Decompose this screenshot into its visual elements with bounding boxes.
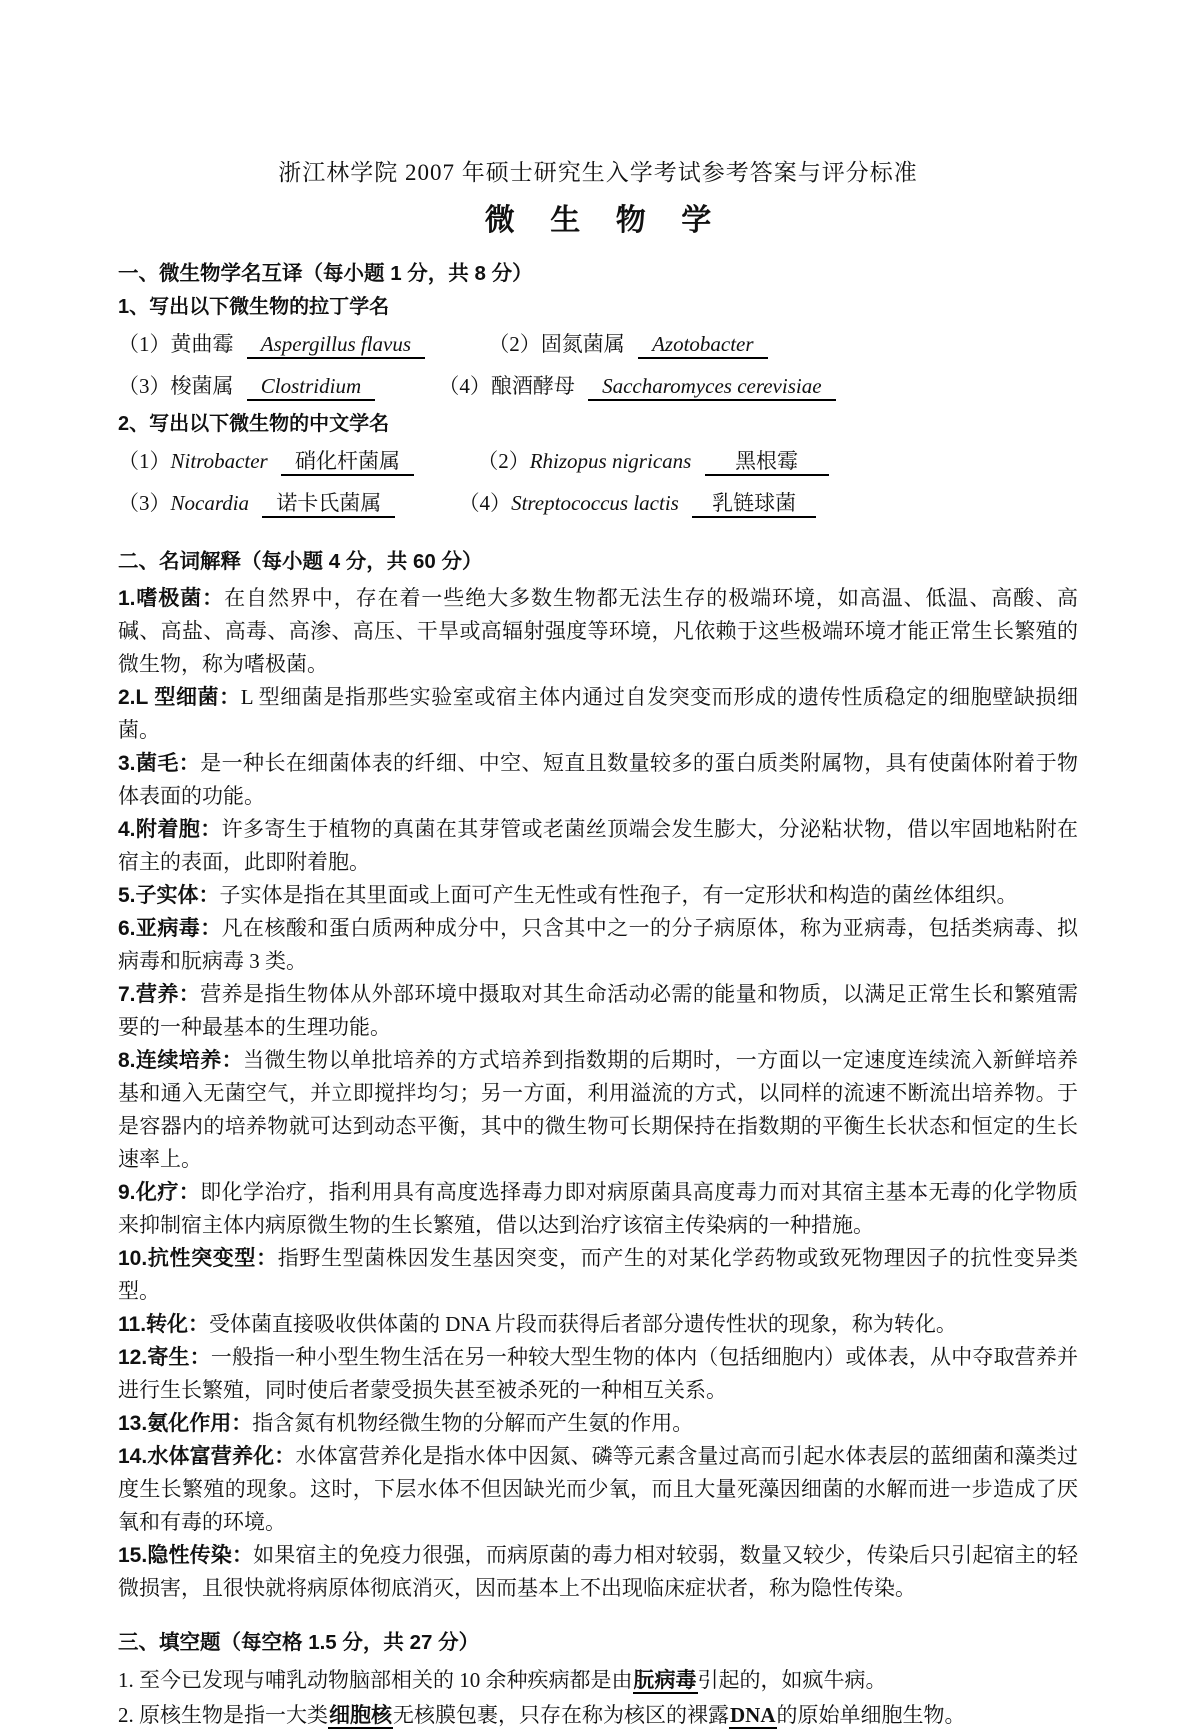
item-term: Nitrobacter [170, 449, 268, 473]
definition-item-15 [118, 1539, 1078, 1605]
term-label: 10.抗性突变型： [118, 1247, 278, 1270]
latin-name-row-2 [118, 365, 1078, 407]
subject-title: 微 生 物 学 [484, 204, 712, 237]
answer-blank: Saccharomyces cerevisiae [588, 373, 835, 401]
qa-item [488, 332, 767, 356]
answer-blank: 诺卡氏菌属 [262, 490, 395, 518]
term-definition: 指含氮有机物经微生物的分解而产生氨的作用。 [252, 1411, 694, 1435]
qa-item [118, 449, 419, 473]
item-number: （1） [118, 332, 171, 356]
answer-blank: 朊病毒 [633, 1668, 697, 1692]
answer-blank: Aspergillus flavus [247, 331, 425, 359]
item-term: Nocardia [170, 491, 250, 515]
term-label: 5.子实体： [118, 884, 220, 907]
item-term: Streptococcus lactis [511, 491, 679, 515]
item-number: （2） [488, 332, 541, 356]
definition-item-1 [118, 582, 1078, 681]
term-label: 2.L 型细菌： [118, 686, 241, 709]
definition-item-14 [118, 1440, 1078, 1539]
term-label: 9.化疗： [118, 1181, 201, 1204]
text-segment: 1. 至今已发现与哺乳动物脑部相关的 10 余种疾病都是由 [118, 1668, 633, 1692]
section1-heading: 一、微生物学名互译（每小题 1 分，共 8 分） [118, 262, 533, 285]
item-number: （4） [438, 374, 491, 398]
term-definition: 是一种长在细菌体表的纤细、中空、短直且数量较多的蛋白质类附属物，具有使菌体附着于物体表面的功能。 [118, 751, 1079, 808]
answer-blank: Azotobacter [638, 331, 767, 359]
answer-blank: 硝化杆菌属 [281, 448, 414, 476]
term-definition: 如果宿主的免疫力很强，而病原菌的毒力相对较弱，数量又较少，传染后只引起宿主的轻微损害，且很快就将病原体彻底消灭，因而基本上不出现临床症状者，称为隐性传染。 [118, 1543, 1078, 1600]
latin-name-row-1 [118, 323, 1078, 365]
page-title: 浙江林学院 2007 年硕士研究生入学考试参考答案与评分标准 [278, 160, 918, 185]
definition-item-2 [118, 681, 1078, 747]
term-label: 3.菌毛： [118, 752, 201, 775]
text-segment: 的原始单细胞生物。 [776, 1703, 966, 1727]
term-label: 7.营养： [118, 983, 201, 1006]
term-definition: 即化学治疗，指利用具有高度选择毒力即对病原菌具高度毒力而对其宿主基本无毒的化学物质来抑制宿主体内病原微生物的生长繁殖，借以达到治疗该宿主传染病的一种措施。 [118, 1180, 1079, 1237]
definition-item-12 [118, 1341, 1078, 1407]
term-definition: 指野生型菌株因发生基因突变，而产生的对某化学药物或致死物理因子的抗性变异类型。 [118, 1246, 1078, 1303]
term-label: 13.氨化作用： [118, 1412, 253, 1435]
qa-item [118, 332, 430, 356]
term-definition: L 型细菌是指那些实验室或宿主体内通过自发突变而形成的遗传性质稳定的细胞壁缺损细菌。 [118, 685, 1079, 742]
term-label: 14.水体富营养化： [118, 1445, 296, 1468]
term-label: 6.亚病毒： [118, 917, 222, 940]
qa-item [438, 374, 835, 398]
section1-part1-heading: 1、写出以下微生物的拉丁学名 [118, 296, 390, 318]
section1-part2-heading: 2、写出以下微生物的中文学名 [118, 413, 390, 435]
section3-heading: 三、填空题（每空格 1.5 分，共 27 分） [118, 1631, 480, 1654]
item-number: （3） [118, 374, 171, 398]
text-segment: 引起的，如疯牛病。 [697, 1668, 887, 1692]
chinese-name-row-2 [118, 482, 1078, 524]
fill-blank-item-2 [118, 1698, 1078, 1733]
term-label: 12.寄生： [118, 1346, 211, 1369]
definition-item-3 [118, 747, 1078, 813]
item-number: （4） [458, 491, 512, 515]
term-label: 11.转化： [118, 1313, 210, 1336]
text-segment: 无核膜包裹，只存在称为核区的裸露 [393, 1703, 729, 1727]
definition-item-13 [118, 1407, 1078, 1440]
definition-item-8 [118, 1044, 1078, 1176]
definition-item-9 [118, 1176, 1078, 1242]
definition-item-4 [118, 813, 1078, 879]
definition-item-10 [118, 1242, 1078, 1308]
term-definition: 一般指一种小型生物生活在另一种较大型生物的体内（包括细胞内）或体表，从中夺取营养并进行生长繁殖，同时使后者蒙受损失甚至被杀死的一种相互关系。 [118, 1345, 1078, 1402]
qa-item [459, 491, 817, 515]
qa-item [477, 449, 828, 473]
item-number: （2） [477, 449, 530, 473]
term-label: 15.隐性传染： [118, 1544, 254, 1567]
item-term: 梭菌属 [170, 374, 234, 398]
term-definition: 水体富营养化是指水体中因氮、磷等元素含量过高而引起水体表层的蓝细菌和藻类过度生长繁殖的现象。这时，下层水体不但因缺光而少氧，而且大量死藻因细菌的水解而进一步造成了厌氧和有毒的环境。 [118, 1444, 1078, 1534]
term-definition: 凡在核酸和蛋白质两种成分中，只含其中之一的分子病原体，称为亚病毒，包括类病毒、拟病毒和朊病毒 3 类。 [118, 916, 1079, 973]
chinese-name-row-1 [118, 440, 1078, 482]
term-definition: 在自然界中，存在着一些绝大多数生物都无法生存的极端环境，如高温、低温、高酸、高碱、高盐、高毒、高渗、高压、干旱或高辐射强度等环境，凡依赖于这些极端环境才能正常生长繁殖的微生物，称为嗜极菌。 [118, 586, 1078, 676]
qa-item [118, 374, 380, 398]
answer-blank: DNA [730, 1703, 776, 1727]
term-definition: 受体菌直接吸收供体菌的 DNA 片段而获得后者部分遗传性状的现象，称为转化。 [209, 1312, 957, 1336]
term-label: 1.嗜极菌： [118, 587, 225, 610]
item-term: Rhizopus nigricans [529, 449, 692, 473]
definition-item-7 [118, 978, 1078, 1044]
term-label: 4.附着胞： [118, 818, 222, 841]
item-number: （3） [118, 491, 171, 515]
term-definition: 子实体是指在其里面或上面可产生无性或有性孢子，有一定形状和构造的菌丝体组织。 [219, 883, 1018, 907]
section2-heading: 二、名词解释（每小题 4 分，共 60 分） [118, 550, 483, 573]
term-definition: 营养是指生物体从外部环境中摄取对其生命活动必需的能量和物质，以满足正常生长和繁殖需要的一种最基本的生理功能。 [118, 982, 1079, 1039]
item-term: 固氮菌属 [540, 332, 625, 356]
qa-item [118, 491, 401, 515]
answer-blank: 细胞核 [329, 1703, 392, 1727]
item-number: （1） [118, 449, 171, 473]
answer-blank: 黑根霉 [705, 448, 829, 476]
definition-item-5 [118, 879, 1078, 912]
term-definition: 许多寄生于植物的真菌在其芽管或老菌丝顶端会发生膨大，分泌粘状物，借以牢固地粘附在宿主的表面，此即附着胞。 [118, 817, 1079, 874]
term-definition: 当微生物以单批培养的方式培养到指数期的后期时，一方面以一定速度连续流入新鲜培养基和通入无菌空气，并立即搅拌均匀；另一方面，利用溢流的方式，以同样的流速不断流出培养物。于是容器内的培养物就可达到动态平衡，其中的微生物可长期保持在指数期的平衡生长状态和恒定的生长速率上。 [118, 1048, 1079, 1171]
definition-item-11 [118, 1308, 1078, 1341]
term-label: 8.连续培养： [118, 1049, 244, 1072]
definition-item-6 [118, 912, 1078, 978]
answer-blank: Clostridium [247, 373, 375, 401]
item-term: 黄曲霉 [170, 332, 234, 356]
item-term: 酿酒酵母 [490, 374, 575, 398]
text-segment: 2. 原核生物是指一大类 [118, 1703, 328, 1727]
fill-blank-item-1 [118, 1663, 1078, 1698]
answer-blank: 乳链球菌 [692, 490, 816, 518]
